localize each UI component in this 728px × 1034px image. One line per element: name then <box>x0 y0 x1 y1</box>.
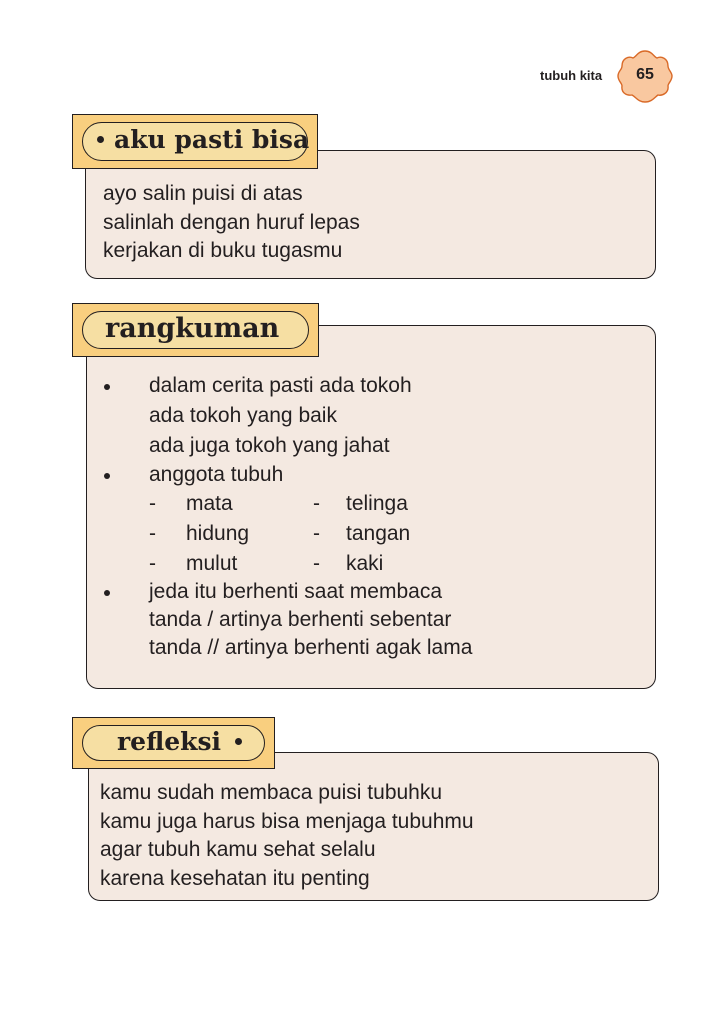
rangkuman-pill <box>82 311 309 349</box>
rangkuman-tab <box>72 303 319 357</box>
text-line: kamu juga harus bisa menjaga tubuhmu <box>100 809 474 833</box>
bullet-dot-icon <box>235 738 242 745</box>
dash: - <box>149 522 156 545</box>
text-line: agar tubuh kamu sehat selalu <box>100 838 376 861</box>
body-part-item: mulut <box>186 552 238 575</box>
body-part-item: telinga <box>346 492 408 515</box>
text-line: tanda / artinya berhenti sebentar <box>149 608 452 631</box>
bullet-dot-icon <box>104 384 110 390</box>
chapter-title: tubuh kita <box>540 68 603 83</box>
aku-pasti-bisa-pill <box>82 122 308 161</box>
dash: - <box>313 522 320 545</box>
text-line: anggota tubuh <box>149 463 284 486</box>
section-title: rangkuman <box>105 313 280 344</box>
section-title: refleksi <box>117 727 222 756</box>
dash: - <box>149 492 156 515</box>
body-part-item: hidung <box>186 522 250 545</box>
section-title: aku pasti bisa <box>114 125 310 154</box>
dash: - <box>149 552 156 575</box>
refleksi-text <box>100 779 474 893</box>
dash: - <box>313 552 320 575</box>
text-line: ada juga tokoh yang jahat <box>149 434 390 457</box>
bullet-dot-icon <box>104 473 110 479</box>
text-line: jeda itu berhenti saat membaca <box>149 580 443 603</box>
text-line: dalam cerita pasti ada tokoh <box>149 374 412 397</box>
aku-pasti-bisa-tab <box>72 114 318 169</box>
dash: - <box>313 492 320 515</box>
body-part-item: kaki <box>346 552 384 575</box>
refleksi-tab <box>72 717 275 769</box>
body-part-item: mata <box>186 492 233 515</box>
text-line: tanda // artinya berhenti agak lama <box>149 636 473 659</box>
text-line: ayo salin puisi di atas <box>103 182 303 205</box>
refleksi-pill <box>82 725 265 761</box>
bullet-dot-icon <box>104 590 110 596</box>
aku-pasti-bisa-text <box>103 180 360 266</box>
body-part-item: tangan <box>346 522 411 545</box>
page-number-badge <box>616 48 674 104</box>
page-number: 65 <box>636 66 654 83</box>
text-line: ada tokoh yang baik <box>149 404 337 427</box>
text-line: salinlah dengan huruf lepas <box>103 210 360 234</box>
bullet-dot-icon <box>97 136 104 143</box>
text-line: karena kesehatan itu penting <box>100 866 370 890</box>
text-line: kamu sudah membaca puisi tubuhku <box>100 781 443 804</box>
text-line: kerjakan di buku tugasmu <box>103 239 343 262</box>
